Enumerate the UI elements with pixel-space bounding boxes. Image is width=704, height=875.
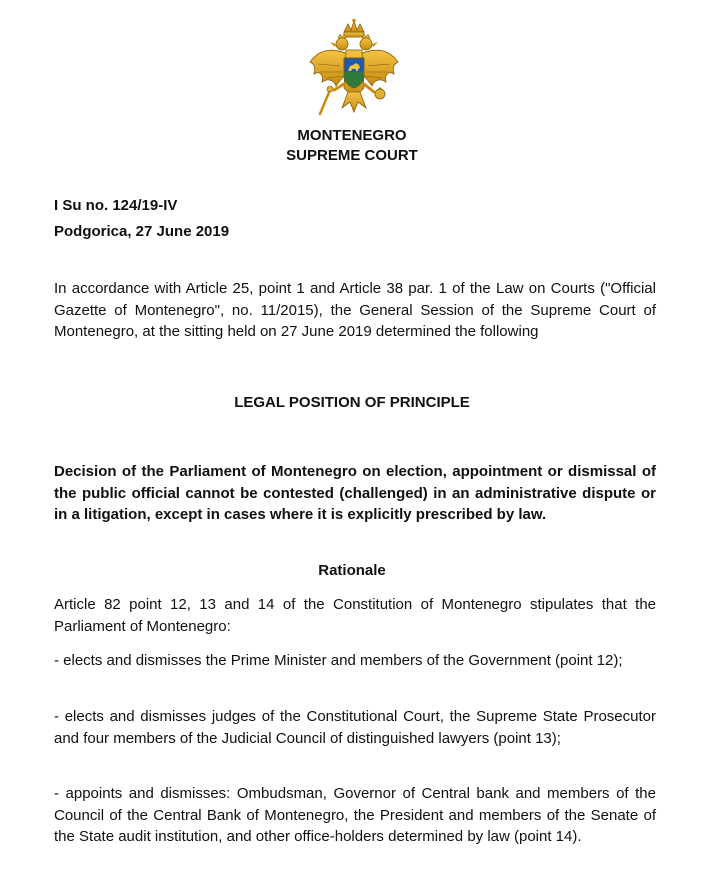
court-name: SUPREME COURT — [286, 147, 418, 164]
rationale-list-item: - elects and dismisses judges of the Constitutional Court, the Supreme State Prosecutor and four members of the Judicial Council of distinguished lawyers (point 13); — [54, 708, 656, 747]
legal-position-title: LEGAL POSITION OF PRINCIPLE — [234, 394, 470, 411]
country-name: MONTENEGRO — [297, 127, 407, 144]
rationale-list-item: - appoints and dismisses: Ombudsman, Governor of Central bank and members of the Council of the Central Bank of Montenegro, the President and members of the Senate of the State audit institution, and other office-holders determined by law (point 14). — [54, 785, 656, 845]
intro-paragraph: In accordance with Article 25, point 1 and Article 38 par. 1 of the Law on Courts ("Official Gazette of Montenegro", no. 11/2015), the General Session of the Supreme Court of Montenegro, at the sitting held on 27 June 2019 determined the following — [54, 280, 656, 340]
coat-of-arms-emblem — [304, 18, 404, 120]
rationale-paragraph: Article 82 point 12, 13 and 14 of the Constitution of Montenegro stipulates that the Parliament of Montenegro: — [54, 596, 656, 635]
double-headed-eagle-icon — [304, 18, 404, 120]
place-date: Podgorica, 27 June 2019 — [54, 223, 230, 240]
principle-statement: Decision of the Parliament of Montenegro on election, appointment or dismissal of the public official cannot be contested (challenged) in an administrative dispute or in a litigation, except in cases where it is explicitly prescribed by law. — [54, 463, 656, 523]
court-header — [0, 126, 704, 166]
case-number: I Su no. 124/19-IV — [54, 197, 178, 214]
rationale-title: Rationale — [318, 562, 386, 579]
rationale-list-item: - elects and dismisses the Prime Minister and members of the Government (point 12); — [54, 652, 623, 669]
